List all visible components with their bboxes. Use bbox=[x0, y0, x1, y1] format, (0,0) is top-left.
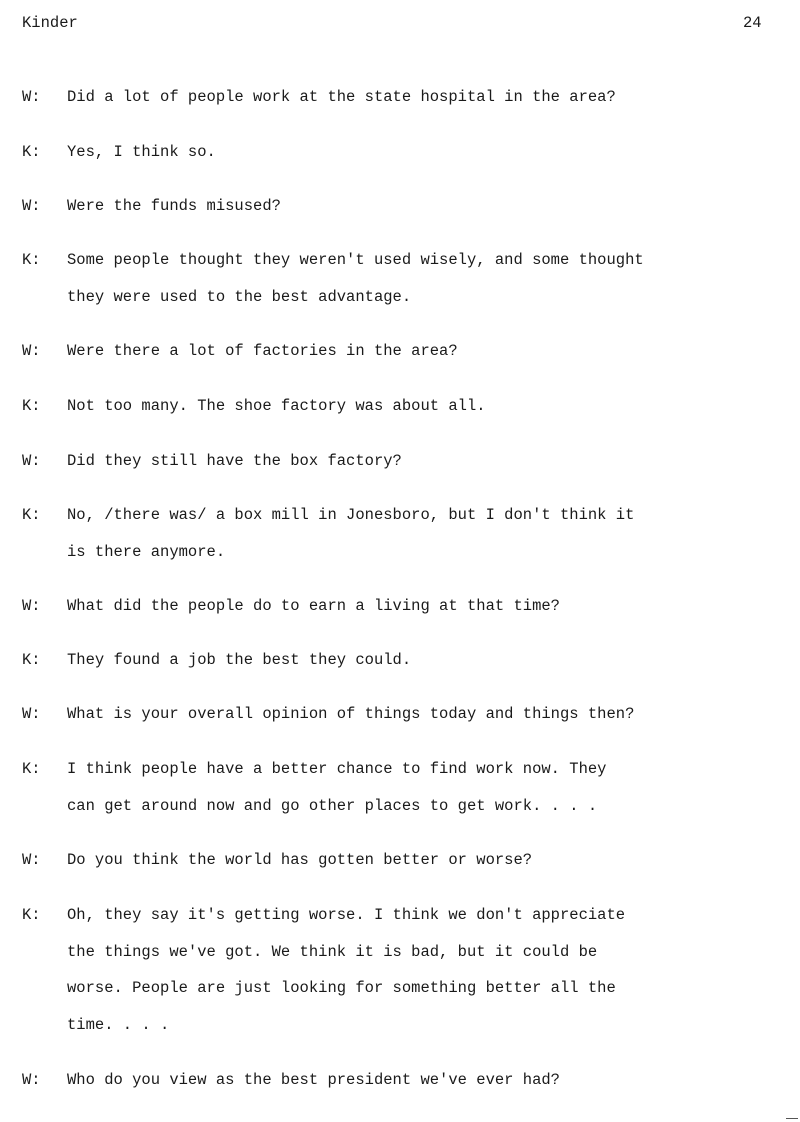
speaker-label: W: bbox=[22, 851, 41, 869]
utterance-line: Some people thought they weren't used wisely, and some thought bbox=[67, 251, 644, 269]
utterance-line: can get around now and go other places to get work. . . . bbox=[67, 796, 598, 815]
utterance-line: Who do you view as the best president we've ever had? bbox=[67, 1071, 560, 1089]
page-number: 24 bbox=[743, 14, 762, 32]
utterance-line: What did the people do to earn a living at that time? bbox=[67, 597, 560, 615]
speaker-label: K: bbox=[22, 506, 41, 524]
utterance-line: Yes, I think so. bbox=[67, 143, 216, 161]
speaker-label: K: bbox=[22, 143, 41, 161]
utterance-line: Do you think the world has gotten better or worse? bbox=[67, 851, 533, 869]
speaker-label: W: bbox=[22, 88, 41, 106]
header-interviewee-name: Kinder bbox=[22, 14, 78, 32]
utterance-line: No, /there was/ a box mill in Jonesboro, but I don't think it bbox=[67, 506, 635, 524]
speaker-label: W: bbox=[22, 197, 41, 215]
utterance-line: Oh, they say it's getting worse. I think we don't appreciate bbox=[67, 906, 626, 924]
speaker-label: W: bbox=[22, 452, 41, 470]
speaker-label: W: bbox=[22, 342, 41, 360]
utterance-line: Did they still have the box factory? bbox=[67, 452, 402, 470]
utterance-line: time. . . . bbox=[67, 1015, 170, 1034]
speaker-label: W: bbox=[22, 705, 41, 723]
utterance-line: worse. People are just looking for something better all the bbox=[67, 979, 616, 997]
utterance-line: they were used to the best advantage. bbox=[67, 287, 412, 306]
speaker-label: K: bbox=[22, 251, 41, 269]
utterance-line: What is your overall opinion of things today and things then? bbox=[67, 705, 635, 723]
utterance-line: Were the funds misused? bbox=[67, 197, 281, 215]
speaker-label: K: bbox=[22, 651, 41, 669]
utterance-line: Not too many. The shoe factory was about all. bbox=[67, 397, 486, 415]
speaker-label: W: bbox=[22, 597, 41, 615]
utterance-line: They found a job the best they could. bbox=[67, 651, 412, 669]
speaker-label: W: bbox=[22, 1071, 41, 1089]
utterance-line: I think people have a better chance to find work now. They bbox=[67, 760, 607, 778]
utterance-line: Were there a lot of factories in the area? bbox=[67, 342, 458, 360]
speaker-label: K: bbox=[22, 906, 41, 924]
margin-mark bbox=[786, 1118, 798, 1119]
utterance-line: Did a lot of people work at the state hospital in the area? bbox=[67, 88, 616, 106]
speaker-label: K: bbox=[22, 397, 41, 415]
utterance-line: the things we've got. We think it is bad, but it could be bbox=[67, 942, 598, 961]
utterance-line: is there anymore. bbox=[67, 542, 226, 561]
speaker-label: K: bbox=[22, 760, 41, 778]
